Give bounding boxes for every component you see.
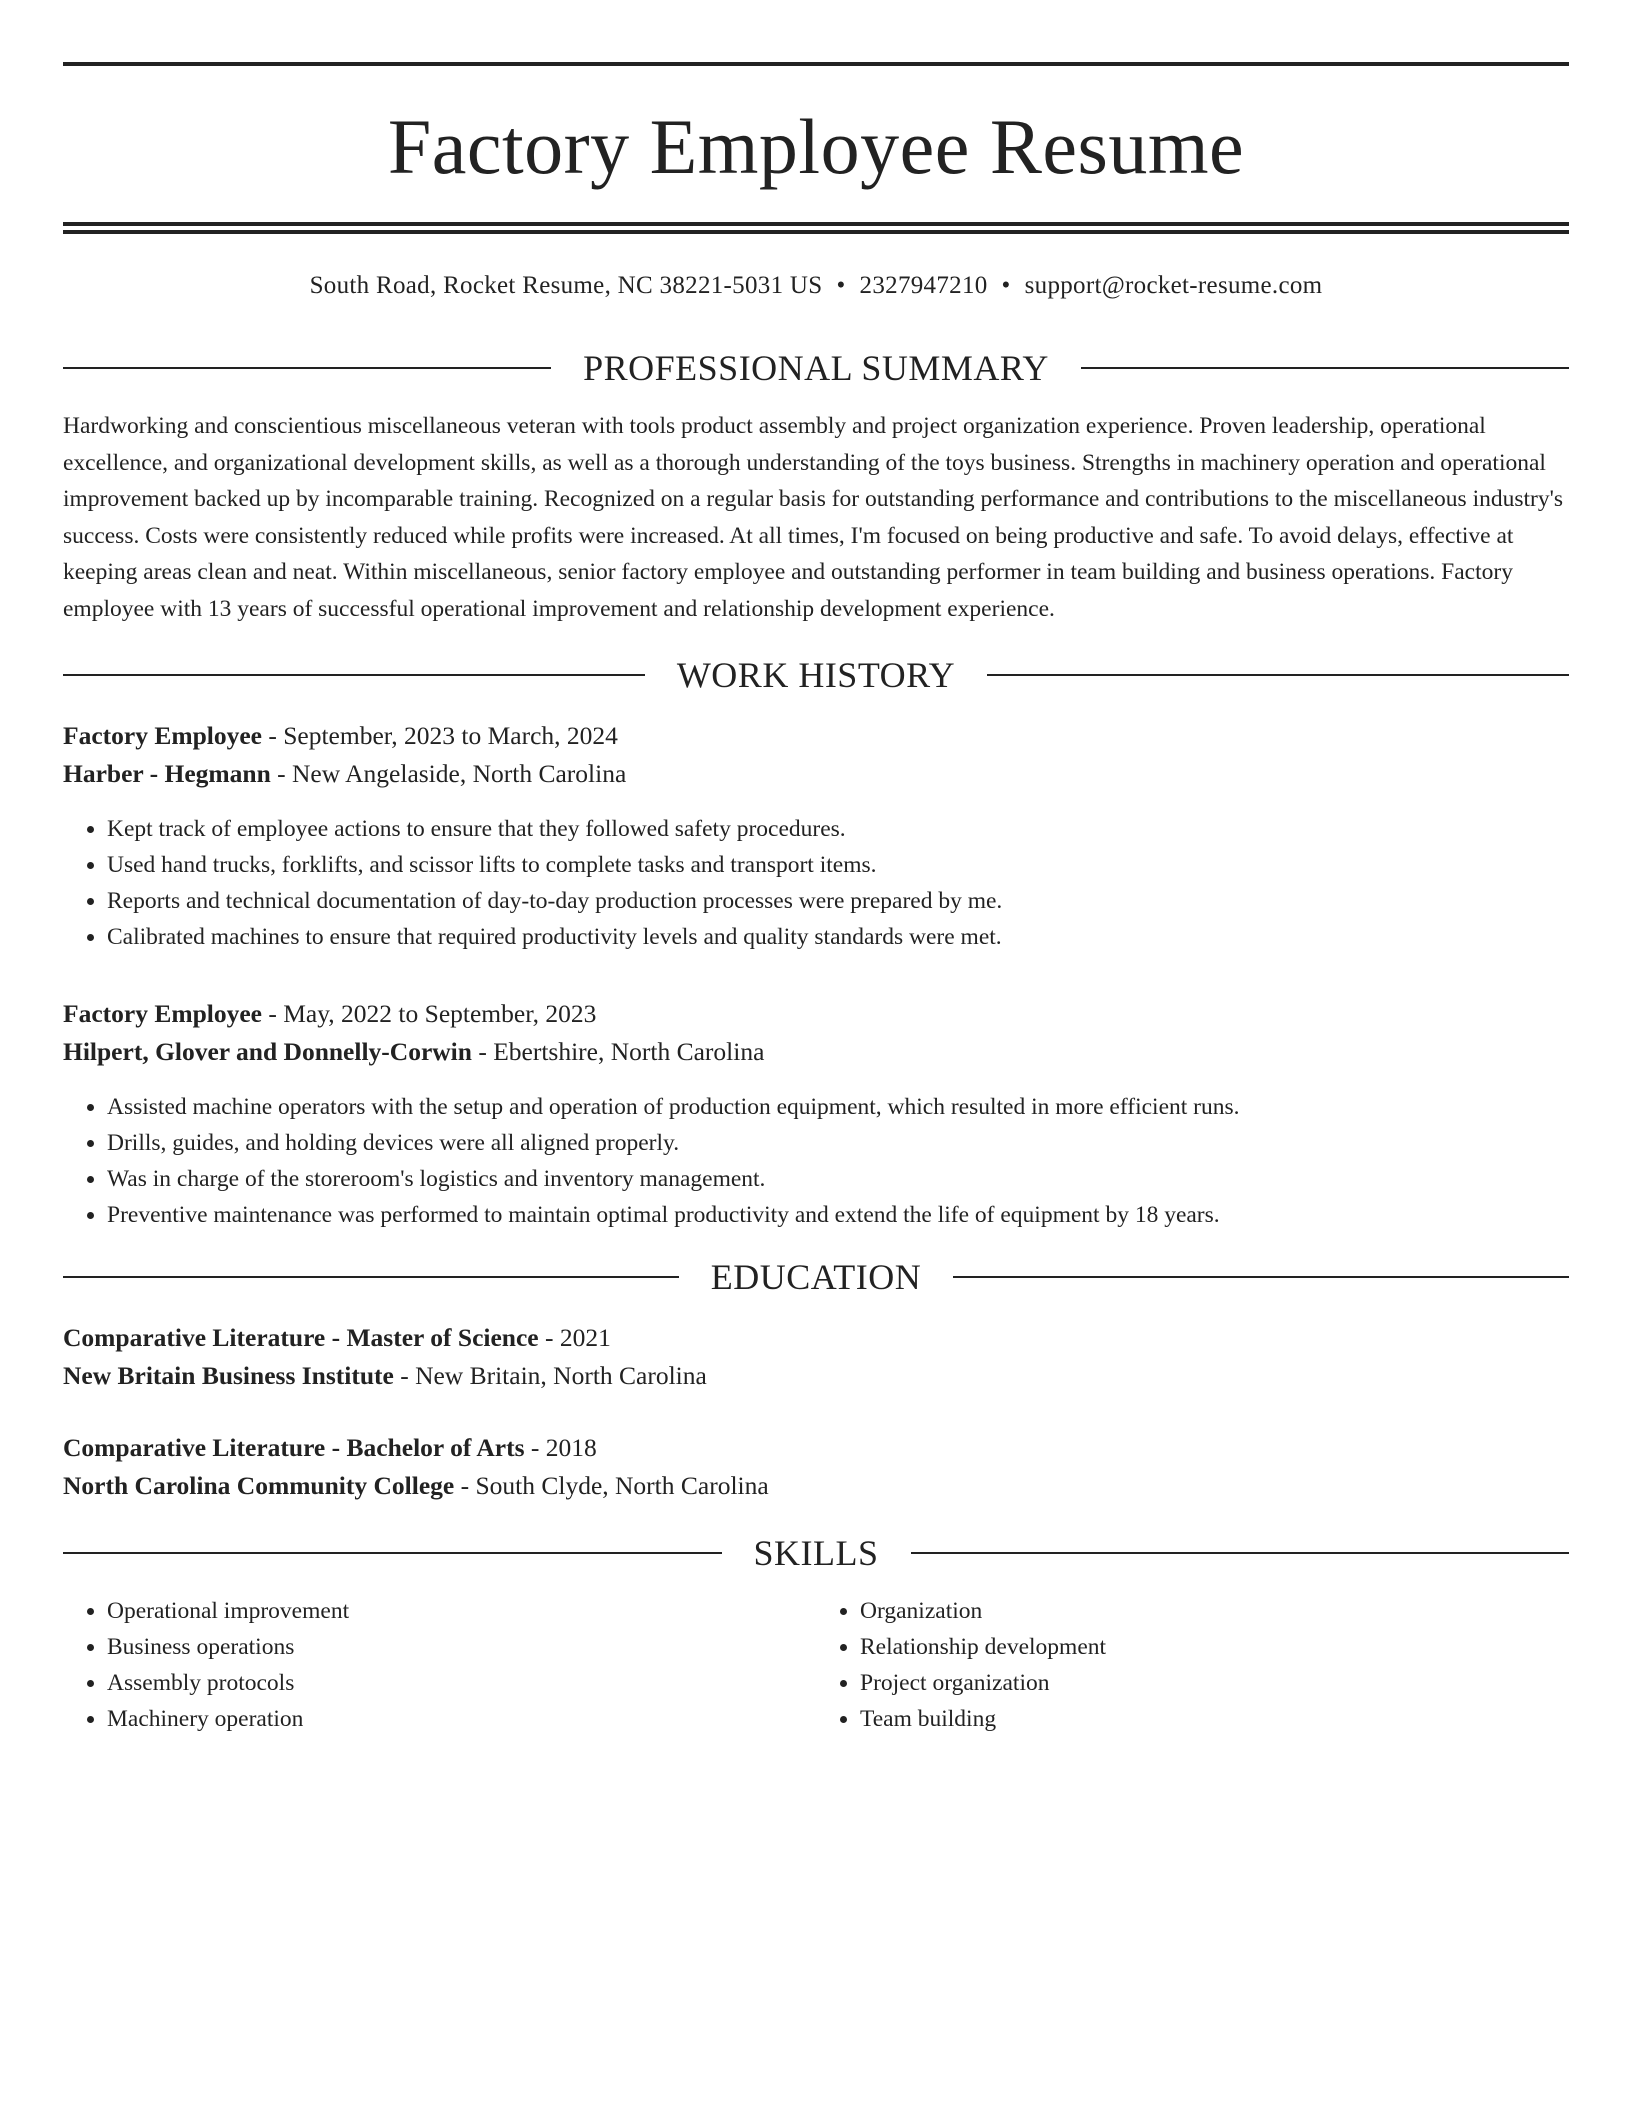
divider (63, 674, 645, 676)
education-degree-line (63, 1319, 1569, 1357)
job-company-line (63, 755, 1569, 793)
job-bullets (63, 1089, 1569, 1233)
list-item: • Reports and technical documentation of day-to-day production processes were prepared by me. (107, 883, 1569, 919)
job-dates: - May, 2022 to September, 2023 (261, 999, 597, 1028)
skills-column-left (63, 1593, 816, 1737)
contact-line (63, 270, 1569, 302)
section-title: EDUCATION (710, 1257, 922, 1297)
resume-title: Factory Employee Resume (387, 103, 1245, 190)
divider (911, 1552, 1570, 1554)
list-item: • Drills, guides, and holding devices were all aligned properly. (107, 1125, 1569, 1161)
section-header-education (63, 1255, 1569, 1299)
section-title: PROFESSIONAL SUMMARY (583, 348, 1049, 388)
list-item: • Was in charge of the storeroom's logistics and inventory management. (107, 1161, 1569, 1197)
section-title: WORK HISTORY (676, 655, 956, 695)
education-school-line (63, 1357, 1569, 1395)
contact-email: support@rocket-resume.com (1024, 272, 1323, 299)
skill-item: • Organization (860, 1593, 1569, 1629)
job-location: - Ebertshire, North Carolina (471, 1037, 765, 1066)
section-header-summary (63, 346, 1569, 390)
education-degree: Comparative Literature - Bachelor of Arts (63, 1433, 525, 1462)
skills-list (63, 1593, 1569, 1737)
education-entry (63, 1319, 1569, 1395)
skill-item: • Team building (860, 1701, 1569, 1737)
list-item: • Assisted machine operators with the setup and operation of production equipment, which resulted in more efficient runs. (107, 1089, 1569, 1125)
skill-item: • Machinery operation (107, 1701, 816, 1737)
job-bullets (63, 811, 1569, 955)
education-location: - New Britain, North Carolina (393, 1361, 707, 1390)
list-item: • Kept track of employee actions to ensure that they followed safety procedures. (107, 811, 1569, 847)
skill-item: • Project organization (860, 1665, 1569, 1701)
list-item: • Calibrated machines to ensure that required productivity levels and quality standards were met. (107, 919, 1569, 955)
divider (63, 367, 551, 369)
job-title: Factory Employee (63, 721, 262, 750)
job-entry (63, 717, 1569, 955)
section-header-skills (63, 1531, 1569, 1575)
contact-separator: • (836, 272, 846, 299)
skills-column-right (816, 1593, 1569, 1737)
divider (63, 1552, 722, 1554)
divider (1081, 367, 1569, 369)
contact-address: South Road, Rocket Resume, NC 38221-5031 US (309, 272, 823, 299)
skill-item: • Operational improvement (107, 1593, 816, 1629)
education-location: - South Clyde, North Carolina (454, 1471, 769, 1500)
section-header-work-history (63, 653, 1569, 697)
contact-separator: • (1001, 272, 1011, 299)
top-rule (63, 62, 1569, 66)
education-degree: Comparative Literature - Master of Science (63, 1323, 539, 1352)
section-title: SKILLS (753, 1533, 879, 1573)
skill-item: • Relationship development (860, 1629, 1569, 1665)
education-school: North Carolina Community College (63, 1471, 455, 1500)
job-company-line (63, 1033, 1569, 1071)
education-year: - 2021 (538, 1323, 611, 1352)
education-degree-line (63, 1429, 1569, 1467)
job-title-line (63, 995, 1569, 1033)
job-company: Harber - Hegmann (63, 759, 271, 788)
title-double-rule (63, 222, 1569, 234)
job-location: - New Angelaside, North Carolina (270, 759, 627, 788)
education-school-line (63, 1467, 1569, 1505)
skill-item: • Business operations (107, 1629, 816, 1665)
divider (953, 1276, 1569, 1278)
list-item: • Used hand trucks, forklifts, and scissor lifts to complete tasks and transport items. (107, 847, 1569, 883)
job-dates: - September, 2023 to March, 2024 (261, 721, 618, 750)
summary-text: Hardworking and conscientious miscellaneous veteran with tools product assembly and project organization experience. Proven leadership, operational excellence, and organizational development skills, as well as a thorough understanding of the toys business. Strengths in machinery operation and operational improvement backed up by incomparable training. Recognized on a regular basis for outstanding performance and contributions to the miscellaneous industry's success. Costs were consistently reduced while profits were increased. At all times, I'm focused on being productive and safe. To avoid delays, effective at keeping areas clean and neat. Within miscellaneous, senior factory employee and outstanding performer in team building and business operations. Factory employee with 13 years of successful operational improvement and relationship development experience. (63, 413, 1563, 622)
job-company: Hilpert, Glover and Donnelly-Corwin (63, 1037, 472, 1066)
list-item: • Preventive maintenance was performed to maintain optimal productivity and extend the life of equipment by 18 years. (107, 1197, 1569, 1233)
job-title-line (63, 717, 1569, 755)
contact-phone: 2327947210 (859, 272, 988, 299)
education-entry (63, 1429, 1569, 1505)
education-school: New Britain Business Institute (63, 1361, 394, 1390)
divider (987, 674, 1569, 676)
job-title: Factory Employee (63, 999, 262, 1028)
education-year: - 2018 (524, 1433, 597, 1462)
skill-item: • Assembly protocols (107, 1665, 816, 1701)
divider (63, 1276, 679, 1278)
job-entry (63, 995, 1569, 1233)
